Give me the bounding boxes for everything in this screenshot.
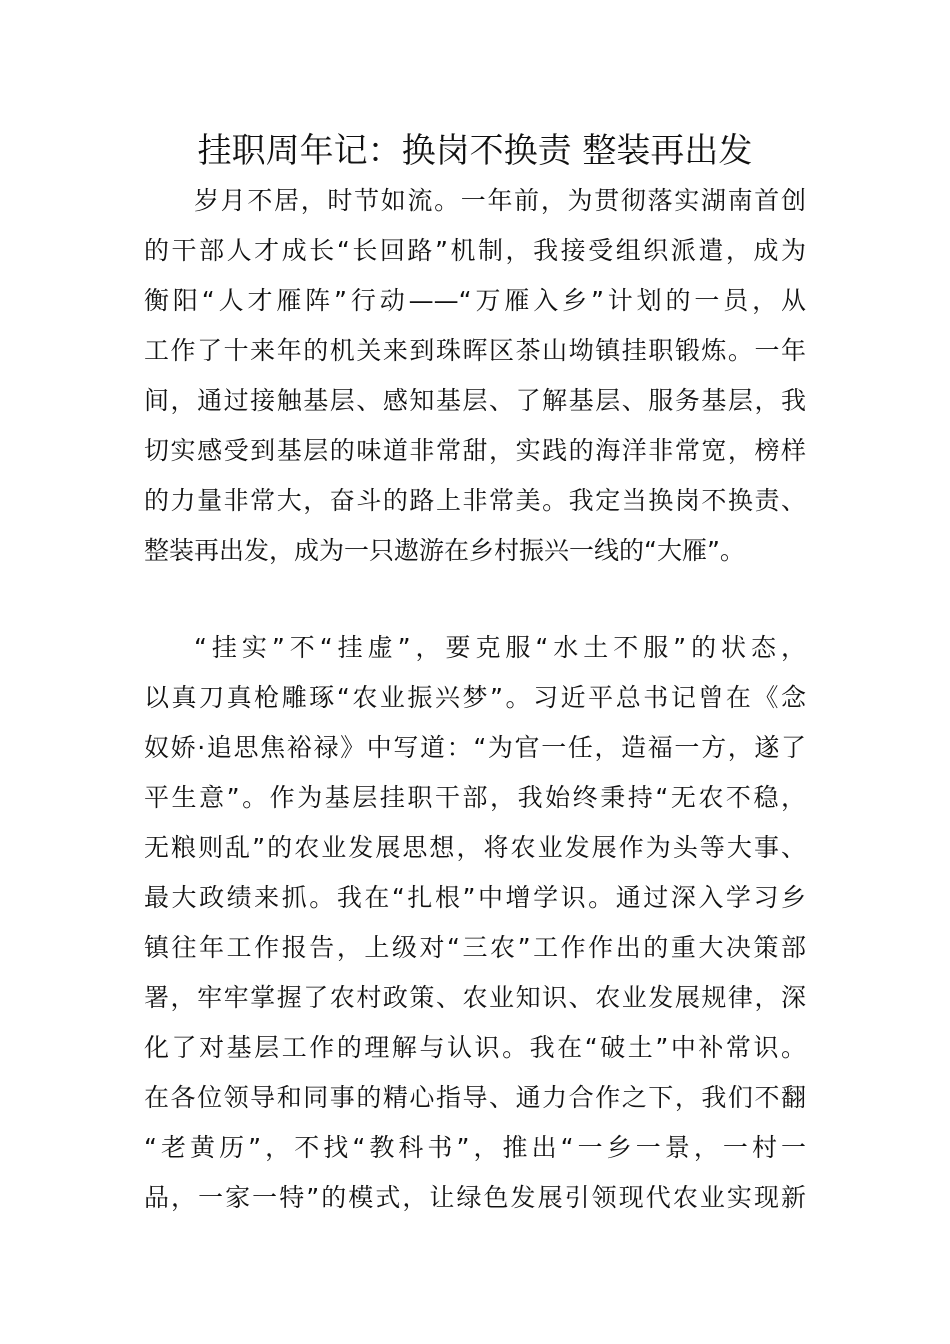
paragraph-1-line-2: 的干部人才成长“长回路”机制，我接受组织派遣，成为 (144, 236, 806, 265)
paragraph-2-line-8: 署，牢牢掌握了农村政策、农业知识、农业发展规律，深 (144, 983, 806, 1012)
paragraph-1-line-7: 的力量非常大，奋斗的路上非常美。我定当换岗不换责、 (144, 486, 806, 515)
paragraph-1-line-1: 岁月不居，时节如流。一年前，为贯彻落实湖南首创 (194, 186, 806, 215)
paragraph-1-line-6: 切实感受到基层的味道非常甜，实践的海洋非常宽，榜样 (144, 436, 806, 465)
paragraph-2-line-9: 化了对基层工作的理解与认识。我在“破土”中补常识。 (144, 1033, 806, 1062)
paragraph-2-line-11: “老黄历”，不找“教科书”，推出“一乡一景，一村一 (144, 1133, 806, 1162)
paragraph-1-line-3: 衡阳“人才雁阵”行动——“万雁入乡”计划的一员，从 (144, 286, 806, 315)
document-title: 挂职周年记：换岗不换责 整装再出发 (197, 131, 753, 171)
paragraph-2-line-1: “挂实”不“挂虚”，要克服“水土不服”的状态， (194, 633, 806, 662)
paragraph-2-line-4: 平生意”。作为基层挂职干部，我始终秉持“无农不稳， (144, 783, 806, 812)
paragraph-2-line-3: 奴娇·追思焦裕禄》中写道：“为官一任，造福一方，遂了 (144, 733, 806, 762)
paragraph-2-line-5: 无粮则乱”的农业发展思想，将农业发展作为头等大事、 (144, 833, 806, 862)
paragraph-2-line-7: 镇往年工作报告，上级对“三农”工作作出的重大决策部 (144, 933, 806, 962)
paragraph-1-line-4: 工作了十来年的机关来到珠晖区茶山坳镇挂职锻炼。一年 (144, 336, 806, 365)
paragraph-1-line-5: 间，通过接触基层、感知基层、了解基层、服务基层，我 (144, 386, 806, 415)
paragraph-2-line-2: 以真刀真枪雕琢“农业振兴梦”。习近平总书记曾在《念 (144, 683, 806, 712)
paragraph-2-line-12: 品，一家一特”的模式，让绿色发展引领现代农业实现新 (144, 1183, 806, 1212)
paragraph-2-line-10: 在各位领导和同事的精心指导、通力合作之下，我们不翻 (144, 1083, 806, 1112)
paragraph-1-line-8: 整装再出发，成为一只遨游在乡村振兴一线的“大雁”。 (144, 536, 745, 565)
paragraph-2-line-6: 最大政绩来抓。我在“扎根”中增学识。通过深入学习乡 (144, 883, 806, 912)
